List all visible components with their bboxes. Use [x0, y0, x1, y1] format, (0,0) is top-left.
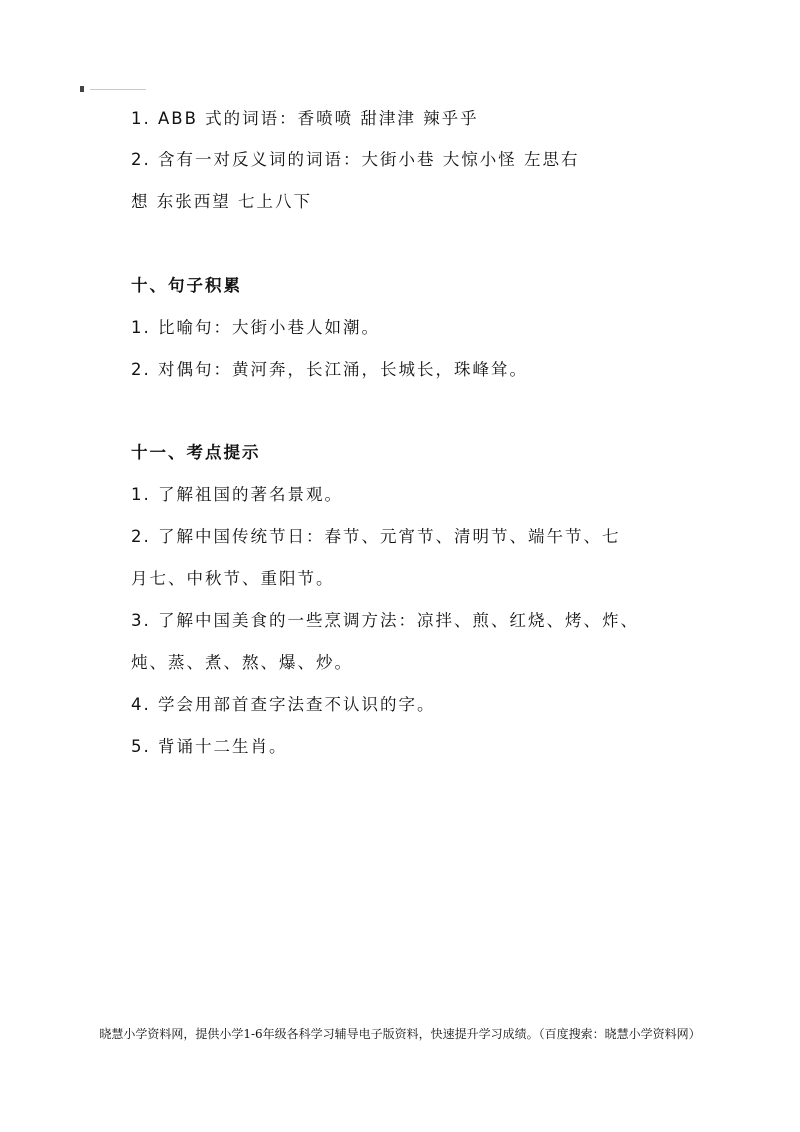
scan-artifact-tick [80, 86, 84, 92]
exam-point-3: 3. 了解中国美食的一些烹调方法：凉拌、煎、红烧、烤、炸、 [131, 611, 639, 630]
parallel-sentence-line: 2. 对偶句：黄河奔，长江涌，长城长，珠峰耸。 [131, 360, 528, 379]
page-footer: 晓慧小学资料网，提供小学1-6年级各科学习辅导电子版资料，快速提升学习成绩。（百度搜索：晓慧小学资料网） [99, 1027, 701, 1041]
exam-point-2-cont: 月七、中秋节、重阳节。 [131, 569, 335, 588]
exam-point-3-cont: 炖、蒸、煮、熬、爆、炒。 [131, 653, 353, 672]
antonym-words-line: 2. 含有一对反义词的词语：大街小巷 大惊小怪 左思右 [131, 150, 580, 169]
section-11-heading: 十一、考点提示 [131, 443, 261, 462]
simile-sentence-line: 1. 比喻句：大街小巷人如潮。 [131, 318, 380, 337]
section-10-heading: 十、句子积累 [131, 276, 242, 295]
scan-artifact-scratch [90, 89, 146, 90]
exam-point-2: 2. 了解中国传统节日：春节、元宵节、清明节、端午节、七 [131, 527, 621, 546]
antonym-words-line-cont: 想 东张西望 七上八下 [131, 192, 312, 211]
scan-artifact-mark [80, 86, 150, 92]
exam-point-4: 4. 学会用部首查字法查不认识的字。 [131, 695, 436, 714]
exam-point-1: 1. 了解祖国的著名景观。 [131, 485, 343, 504]
exam-point-5: 5. 背诵十二生肖。 [131, 737, 288, 756]
abb-words-line: 1. ABB 式的词语：香喷喷 甜津津 辣乎乎 [131, 109, 479, 128]
